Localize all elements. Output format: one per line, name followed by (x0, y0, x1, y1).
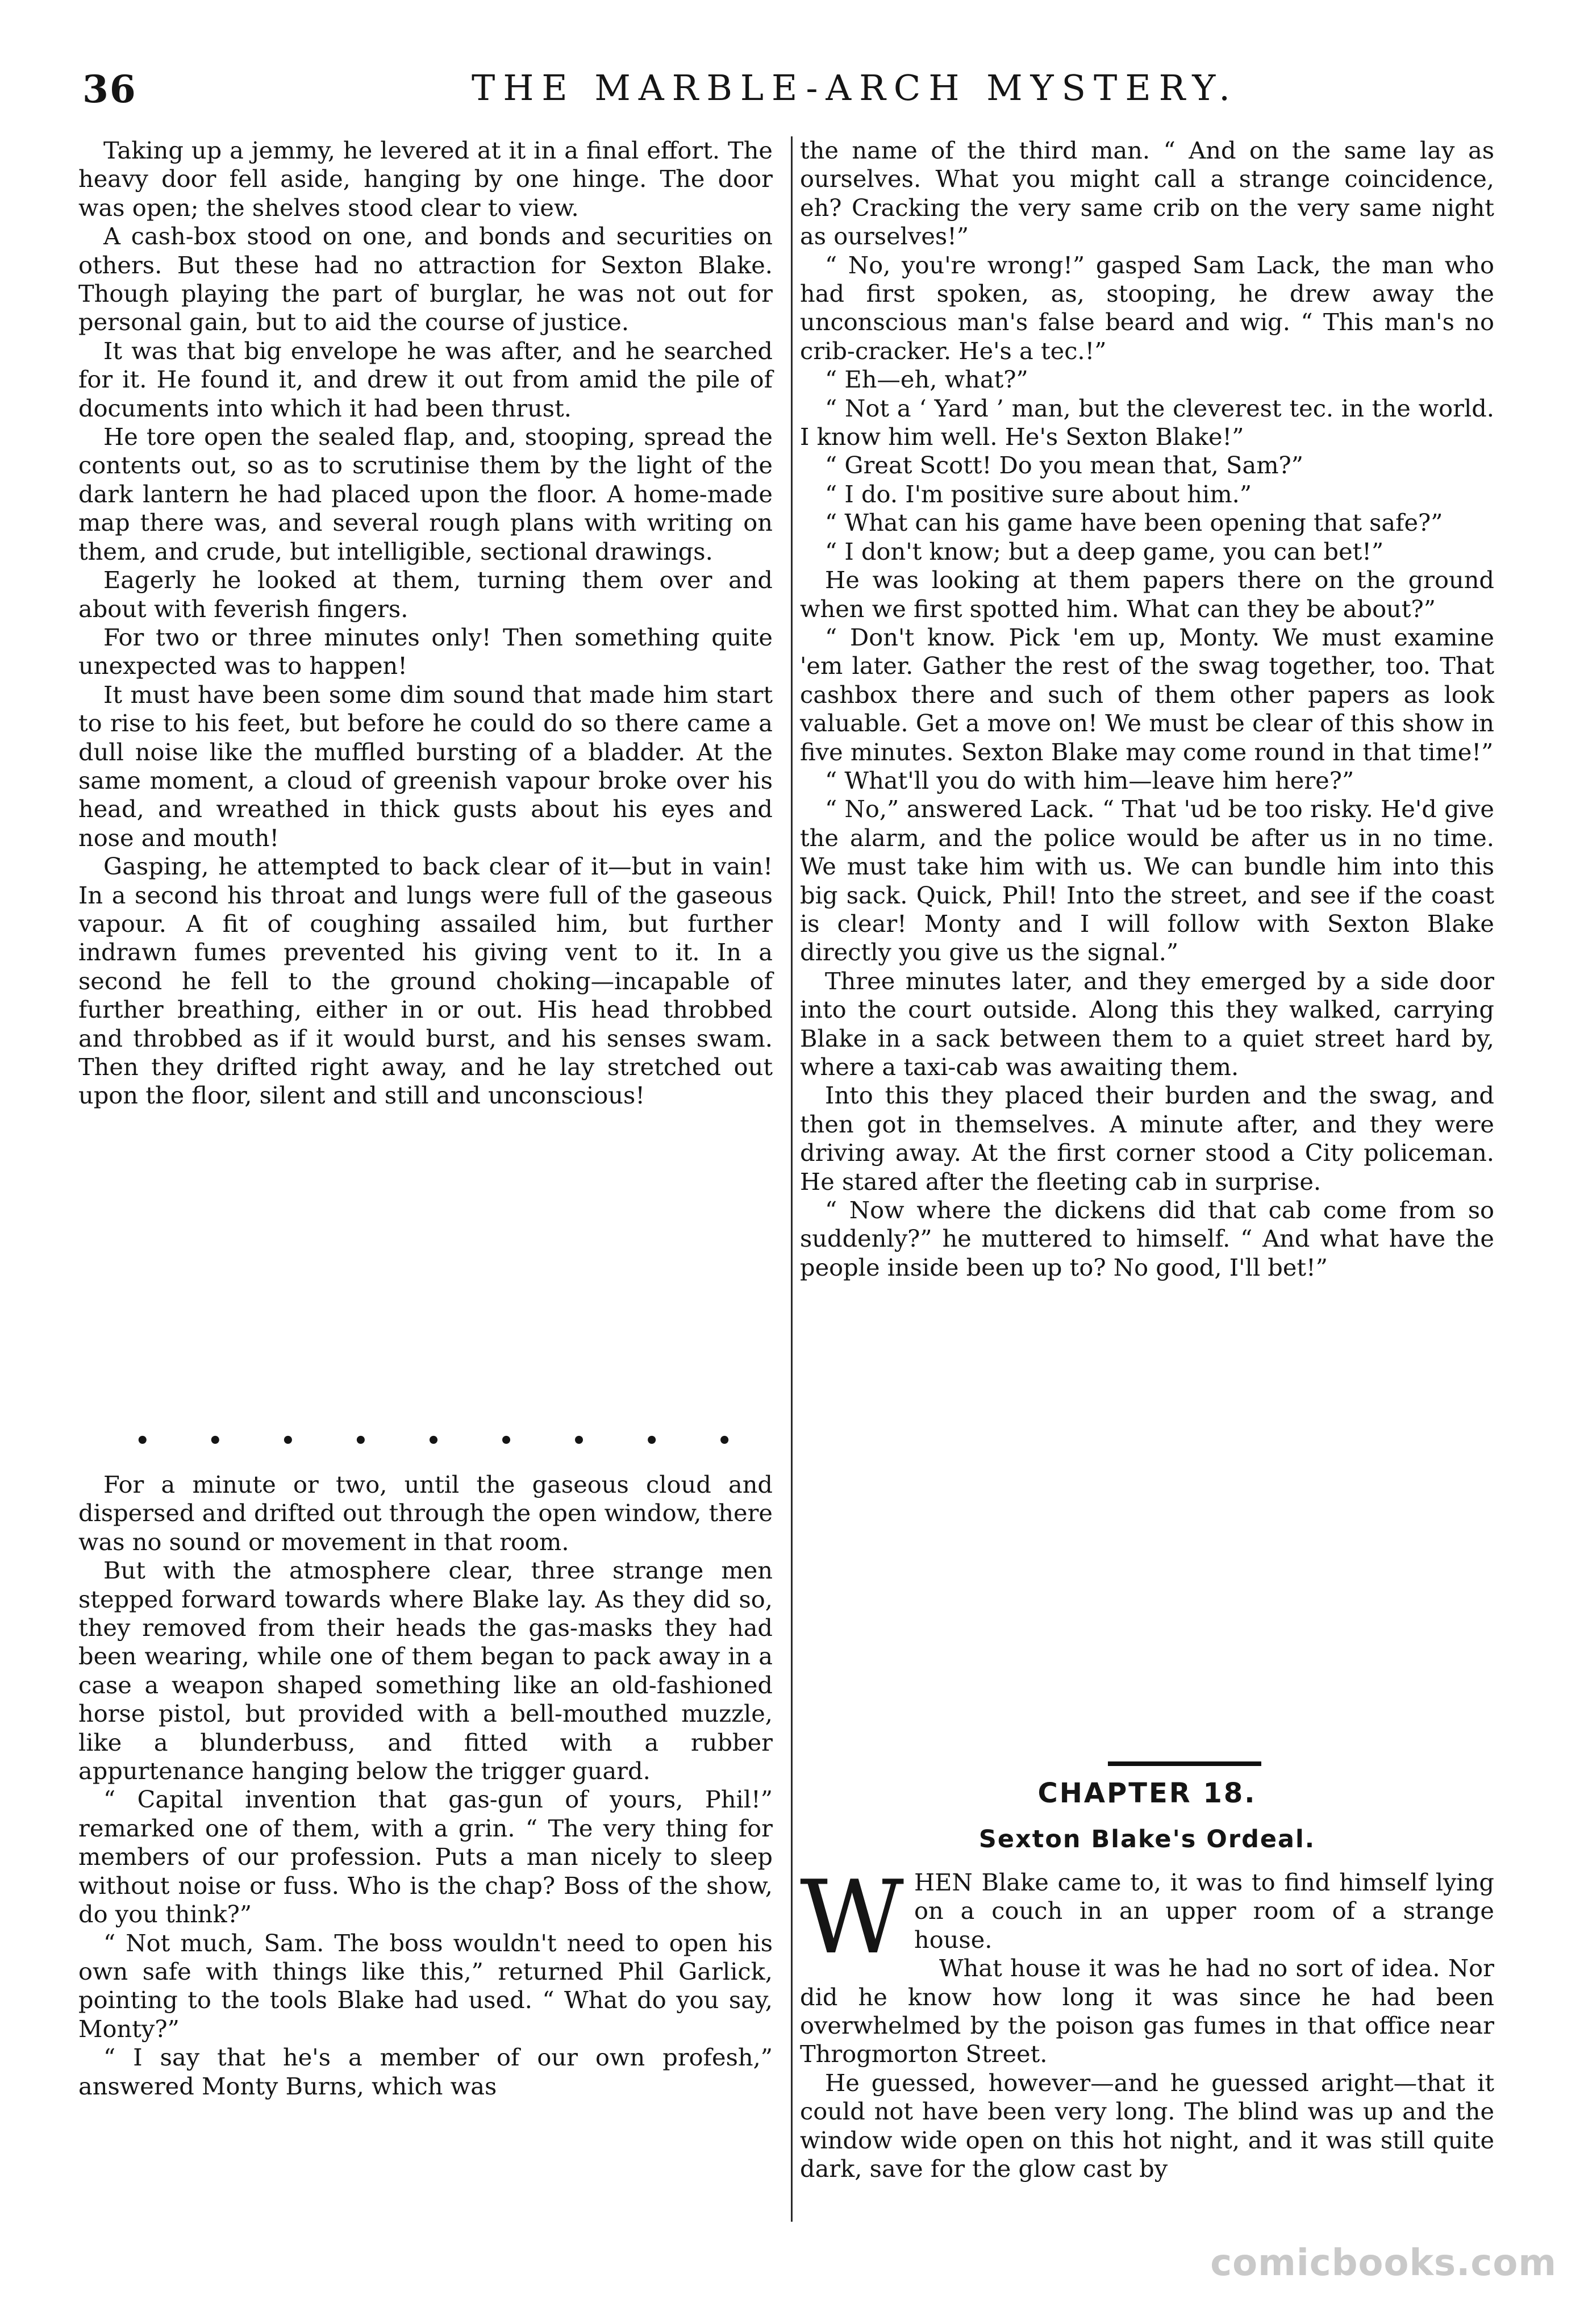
left-column (78, 136, 773, 1110)
separator-dot: • (426, 1427, 441, 1454)
paragraph: He tore open the sealed flap, and, stooping, spread the contents out, so as to scrutinise them by the light of the dark lantern he had placed upon the floor. A home-made map there was, and several rough plans with writing on them, and crude, but intelligible, sectional drawings. (78, 423, 773, 565)
section-separator (135, 1427, 732, 1454)
paragraph: “ Don't know. Pick 'em up, Monty. We must examine 'em later. Gather the rest of the swag together, too. That cashbox there and such of them other papers as look valuable. Get a move on! We must be clear of this show in five minutes. Sexton Blake may come round in that time!” (800, 623, 1494, 766)
separator-dot: • (135, 1427, 150, 1454)
drop-cap: W (800, 1859, 904, 1976)
separator-dot: • (499, 1427, 514, 1454)
separator-dot: • (572, 1427, 586, 1454)
paragraph: “ Now where the dickens did that cab come from so suddenly?” he muttered to himself. “ And what have the people inside been up to? No good, I'll bet!” (800, 1196, 1494, 1281)
paragraph: For two or three minutes only! Then something quite unexpected was to happen! (78, 623, 773, 680)
right-column (800, 136, 1494, 1282)
paragraph: “ I do. I'm positive sure about him.” (825, 480, 1252, 508)
paragraph: A cash-box stood on one, and bonds and securities on others. But these had no attraction for Sexton Blake. Though playing the part of burglar, he was not out for personal gain, but to aid the course of justice. (78, 222, 773, 336)
separator-dot: • (208, 1427, 223, 1454)
separator-dot: • (281, 1427, 295, 1454)
paragraph: It must have been some dim sound that made him start to rise to his feet, but before he could do so there came a dull noise like the muffled bursting of a bladder. At the same moment, a cloud of greenish vapour broke over his head, and wreathed in thick gusts about his eyes and nose and mouth! (78, 680, 773, 852)
chapter-rule (1108, 1761, 1261, 1766)
paragraph: “ No,” answered Lack. “ That 'ud be too risky. He'd give the alarm, and the police would be after us in no time. We must take him with us. We can bundle him into this big sack. Quick, Phil! Into the street, and see if the coast is clear! Monty and I will follow with Sexton Blake directly you give us the signal.” (800, 795, 1494, 967)
paragraph: He was looking at them papers there on the ground when we first spotted him. What can they be about?” (800, 566, 1494, 623)
paragraph: For a minute or two, until the gaseous cloud and dispersed and drifted out through the open window, there was no sound or movement in that room. (78, 1471, 773, 1556)
paragraph: “ I say that he's a member of our own profesh,” answered Monty Burns, which was (78, 2043, 773, 2100)
left-column-continued (78, 1471, 773, 2101)
separator-dot: • (644, 1427, 659, 1454)
paragraph: “ No, you're wrong!” gasped Sam Lack, the man who had first spoken, as, stooping, he drew away the unconscious man's false beard and wig. “ This man's no crib-cracker. He's a tec.!” (800, 251, 1494, 365)
running-title: THE MARBLE-ARCH MYSTERY. (472, 67, 1239, 109)
paragraph-text: HEN Blake came to, it was to find himself lying on a couch in an upper room of a strange house. (914, 1868, 1494, 1954)
paragraph: Taking up a jemmy, he levered at it in a final effort. The heavy door fell aside, hanging by one hinge. The door was open; the shelves stood clear to view. (78, 136, 773, 222)
paragraph: the name of the third man. “ And on the same lay as ourselves. What you might call a strange coincidence, eh? Cracking the very same crib on the very same night as ourselves!” (800, 136, 1494, 251)
paragraph: He guessed, however—and he guessed aright—that it could not have been very long. The blind was up and the window wide open on this hot night, and it was still quite dark, save for the glow cast by (800, 2068, 1494, 2183)
chapter-text (800, 1859, 1494, 2183)
separator-dot: • (717, 1427, 732, 1454)
paragraph: What house it was he had no sort of idea. Nor did he know how long it was since he had been overwhelmed by the poison gas fumes in that office near Throgmorton Street. (800, 1954, 1494, 2068)
paragraph: “ What can his game have been opening that safe?” (825, 509, 1443, 537)
paragraph: Gasping, he attempted to back clear of it—but in vain! In a second his throat and lungs were full of the gaseous vapour. A fit of coughing assailed him, but further indrawn fumes prevented his giving vent to it. In a second he fell to the ground choking—incapable of further breathing, either in or out. His head throbbed and throbbed as if it would burst, and his senses swam. Then they drifted right away, and he lay stretched out upon the floor, silent and still and unconscious! (78, 852, 773, 1110)
paragraph: Eagerly he looked at them, turning them over and about with feverish fingers. (78, 566, 773, 623)
paragraph: It was that big envelope he was after, and he searched for it. He found it, and drew it out from amid the pile of documents into which it had been thrust. (78, 336, 773, 422)
page-number: 36 (82, 67, 137, 111)
paragraph: “ Not a ‘ Yard ’ man, but the cleverest tec. in the world. I know him well. He's Sexton Blake!” (800, 394, 1494, 451)
paragraph: Three minutes later, and they emerged by a side door into the court outside. Along this they walked, carrying Blake in a sack between them to a quiet street hard by, where a taxi-cab was awaiting them. (800, 967, 1494, 1081)
paragraph: “ Not much, Sam. The boss wouldn't need to open his own safe with things like this,” returned Phil Garlick, pointing to the tools Blake had used. “ What do you say, Monty?” (78, 1929, 773, 2043)
paragraph: “ Great Scott! Do you mean that, Sam?” (825, 451, 1304, 480)
chapter-title: Sexton Blake's Ordeal. (978, 1825, 1316, 1854)
watermark: comicbooks.com (1210, 2242, 1557, 2284)
paragraph: “ Capital invention that gas-gun of yours, Phil!” remarked one of them, with a grin. “ The very thing for members of our profession. Puts a man nicely to sleep without noise or fuss. Who is the chap? Boss of the show, do you think?” (78, 1785, 773, 1929)
paragraph: Into this they placed their burden and the swag, and then got in themselves. A minute after, and they were driving away. At the first corner stood a City policeman. He stared after the fleeting cab in surprise. (800, 1081, 1494, 1196)
separator-dot: • (353, 1427, 368, 1454)
paragraph (800, 1859, 1494, 1976)
paragraph: But with the atmosphere clear, three strange men stepped forward towards where Blake lay. As they did so, they removed from their heads the gas-masks they had been wearing, while one of them began to pack away in a case a weapon shaped something like an old-fashioned horse pistol, but provided with a bell-mouthed muzzle, like a blunderbuss, and fitted with a rubber appurtenance hanging below the trigger guard. (78, 1556, 773, 1785)
paragraph: “ What'll you do with him—leave him here?” (825, 766, 1354, 794)
paragraph: “ I don't know; but a deep game, you can bet!” (825, 537, 1384, 565)
column-divider (791, 136, 793, 2222)
chapter-number: CHAPTER 18. (1037, 1777, 1257, 1809)
paragraph: “ Eh—eh, what?” (825, 365, 1028, 394)
